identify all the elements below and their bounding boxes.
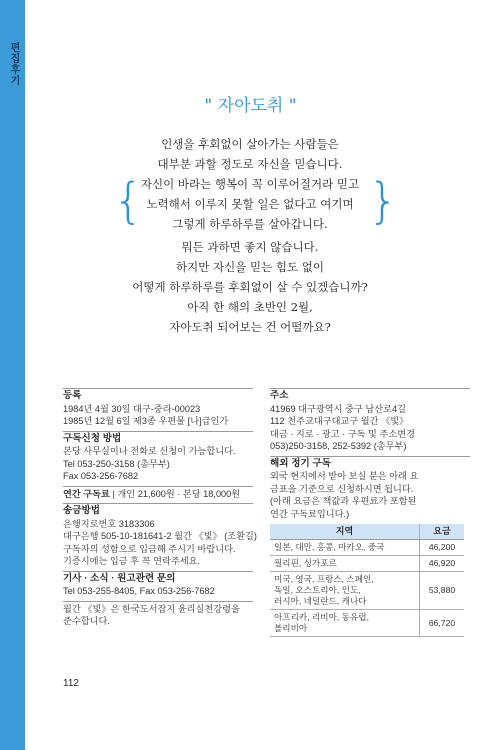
essay-title: " 자아도취 " — [204, 96, 297, 116]
payment-section — [63, 503, 257, 568]
fee-cell: 53,880 — [420, 572, 465, 610]
payment-line: 대구은행 505-10-181641-2 월간 《빛》 (조환길) — [63, 531, 257, 541]
fee-column-header: 요금 — [420, 524, 465, 540]
page-number: 112 — [63, 678, 79, 689]
payment-line: 은행지로번호 3183306 — [63, 518, 155, 529]
payment-line: 구독자의 성함으로 입금해 주시기 바랍니다. — [63, 543, 236, 554]
region-text: 필리핀, 싱가포르 — [274, 558, 337, 568]
contribution-line: Tel 053-255-8405, Fax 053-256-7682 — [63, 586, 215, 596]
contact-phone: 053)250-3158, 252-5392 (총무부) — [270, 441, 407, 451]
region-cell — [270, 572, 420, 610]
annual-fee-section — [63, 486, 253, 501]
ethics-line: 월간 《빛》은 한국도서잡지 윤리실천강령을 — [63, 603, 240, 614]
table-row — [270, 540, 464, 556]
table-row — [270, 556, 464, 572]
address-line: 41969 대구광역시 중구 남산로4길 — [270, 403, 406, 414]
contact-line: 대금 · 지로 · 광고 · 구독 및 주소변경 — [270, 428, 415, 439]
address-line: 112 천주교대구대교구 월간 《빛》 — [270, 416, 409, 426]
left-brace-ornament: { — [113, 173, 144, 229]
address-section — [270, 388, 470, 453]
region-text: 독일, 오스트리아, 인도, — [274, 585, 361, 595]
poem-line: 자신이 바라는 행복이 꼭 이루어질거라 믿고 — [140, 177, 360, 191]
region-cell — [270, 556, 420, 572]
payment-line: 기증시에는 입금 후 꼭 연락주세요. — [63, 556, 201, 566]
publication-info-left — [63, 388, 257, 628]
overseas-heading: 해외 정기 구독 — [270, 457, 331, 469]
poem-stanza-2 — [125, 237, 375, 337]
registration-line: 1985년 12월 6일 제3종 우편물 [나]급인가 — [63, 416, 229, 426]
annual-fee-text: | 개인 21,600원 · 본당 18,000원 — [109, 488, 241, 499]
address-heading: 주소 — [270, 390, 289, 401]
ethics-section — [63, 601, 253, 628]
contribution-heading: 기사 · 소식 · 원고관련 문의 — [63, 572, 176, 584]
ethics-line: 준수합니다. — [63, 616, 110, 626]
poem-line: 인생을 후회없이 살아가는 사람들은 — [161, 137, 339, 151]
region-column-header: 지역 — [270, 524, 420, 540]
region-text: 러시아, 네덜란드, 캐나다 — [274, 596, 367, 606]
poem-stanza-1 — [125, 134, 375, 234]
poem-line: 대부분 과할 정도로 자신을 믿습니다. — [157, 157, 343, 171]
contribution-section — [63, 571, 253, 598]
payment-heading: 송금방법 — [63, 505, 101, 516]
overseas-line: 외국 현지에서 받아 보실 분은 아래 요 — [270, 471, 419, 481]
poem-line: 그렇게 하루하루를 살아갑니다. — [172, 217, 328, 231]
region-text: 미국, 영국, 프랑스, 스페인, — [274, 574, 374, 584]
registration-heading: 등록 — [63, 390, 82, 401]
fee-cell: 46,200 — [420, 540, 465, 556]
fee-cell: 46,920 — [420, 556, 465, 572]
region-cell — [270, 540, 420, 556]
region-text: 아프리카, 리비아, 동유럽, — [274, 612, 369, 622]
subscription-section — [63, 431, 253, 483]
subscription-phone: Tel 053-250-3158 (총무부) — [63, 458, 170, 469]
poem-line: 하지만 자신을 믿는 힘도 없이 — [176, 260, 324, 274]
registration-line: 1984년 4월 30일 대구-중라-00023 — [63, 403, 201, 414]
table-row — [270, 610, 464, 637]
region-cell — [270, 610, 420, 637]
table-row — [270, 572, 464, 610]
section-label: 편집후기 — [8, 42, 19, 86]
overseas-rate-table — [270, 524, 464, 637]
poem-line: 자아도취 되어보는 건 어떨까요? — [169, 320, 331, 334]
annual-fee-line — [63, 488, 253, 501]
overseas-section — [270, 456, 470, 521]
overseas-line: 연간 구독료입니다.) — [270, 508, 350, 519]
annual-fee-heading: 연간 구독료 — [63, 488, 110, 499]
poem-line: 뭐든 과하면 좋지 않습니다. — [181, 240, 319, 254]
poem-line: 어떻게 하루하루를 후회없이 살 수 있겠습니까? — [132, 280, 368, 294]
overseas-line: (아래 요금은 책값과 우편료가 포함된 — [270, 496, 417, 506]
region-text: 일본, 대만, 홍콩, 마카오, 중국 — [274, 542, 385, 552]
table-header-row — [270, 524, 464, 540]
poem-line: 아직 한 해의 초반인 2월, — [187, 300, 313, 314]
subscription-heading: 구독신청 방법 — [63, 432, 122, 444]
publication-info-right — [270, 388, 470, 637]
registration-section — [63, 388, 253, 428]
subscription-line: 본당 사무실이나 전화로 신청이 가능합니다. — [63, 446, 236, 456]
region-text: 볼리비아 — [274, 623, 308, 633]
subscription-fax: Fax 053-256-7682 — [63, 471, 139, 481]
right-brace-ornament: } — [368, 173, 399, 229]
overseas-line: 금표을 기준으로 신청하시면 됩니다. — [270, 483, 414, 494]
fee-cell: 66,720 — [420, 610, 465, 637]
poem-line: 노력해서 이루지 못할 일은 없다고 여기며 — [146, 197, 354, 211]
